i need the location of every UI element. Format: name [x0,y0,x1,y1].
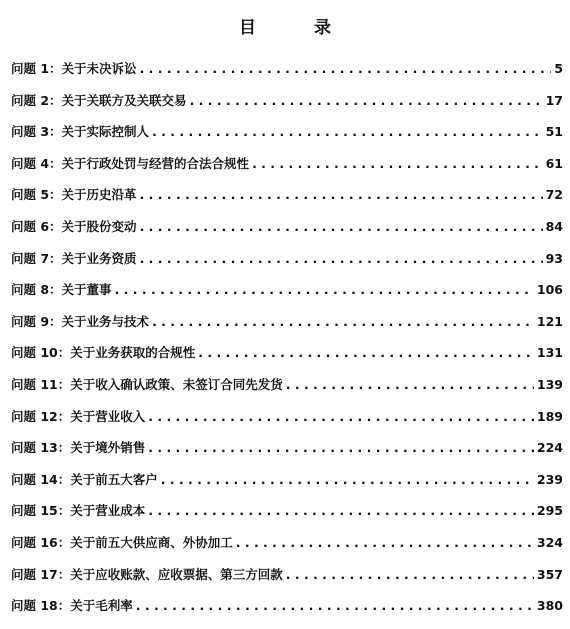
toc-leader-dots [136,597,534,615]
toc-entry-page-number: 295 [536,503,563,519]
toc-leader-dots [140,186,543,204]
toc-entry[interactable] [11,344,563,376]
toc-leader-dots [236,534,534,552]
toc-entry-page-number: 84 [545,218,563,234]
toc-leader-dots [140,218,543,236]
toc-entry-label: 问题 15：关于营业成本 [11,503,146,519]
toc-entry-label: 问题 4：关于行政处罚与经营的合法合规性 [11,155,250,171]
toc-entry-page-number: 61 [545,155,563,171]
toc-entry[interactable] [11,408,563,440]
toc-entry[interactable] [11,281,563,313]
toc-leader-dots [148,408,534,426]
toc-entry-page-number: 72 [545,187,563,203]
toc-entry-label: 问题 1：关于未决诉讼 [11,61,137,76]
toc-leader-dots [198,344,534,362]
toc-entry[interactable] [11,250,563,282]
toc-entry-label: 问题 9：关于业务与技术 [11,313,150,329]
toc-entry-page-number: 51 [545,124,563,140]
toc-entry-page-number: 5 [554,61,563,76]
toc-leader-dots [140,250,543,268]
toc-entry-page-number: 106 [536,282,563,298]
toc-entry-label: 问题 14：关于前五大客户 [11,471,158,487]
toc-leader-dots [152,123,543,141]
toc-entry[interactable] [11,92,563,124]
toc-entry-page-number: 324 [536,534,563,550]
table-of-contents [11,60,563,629]
toc-entry[interactable] [11,534,563,566]
toc-entry-label: 问题 2：关于关联方及关联交易 [11,92,187,108]
toc-entry[interactable] [11,313,563,345]
toc-leader-dots [190,92,543,110]
toc-entry-label: 问题 7：关于业务资质 [11,250,137,266]
page-title: 目 录 [239,18,357,38]
toc-entry[interactable] [11,123,563,155]
toc-entry-page-number: 380 [536,598,563,614]
toc-entry-label: 问题 3：关于实际控制人 [11,124,150,140]
toc-entry-page-number: 93 [545,250,563,266]
toc-entry[interactable] [11,597,563,629]
toc-entry[interactable] [11,566,563,598]
toc-entry[interactable] [11,471,563,503]
toc-leader-dots [152,313,534,331]
toc-entry-page-number: 224 [536,440,563,456]
toc-entry-label: 问题 12：关于营业收入 [11,408,146,424]
toc-entry-label: 问题 11：关于收入确认政策、未签订合同先发货 [11,376,283,392]
toc-entry-page-number: 17 [545,92,563,108]
toc-entry[interactable] [11,186,563,218]
toc-entry[interactable] [11,60,563,92]
toc-entry-label: 问题 18：关于毛利率 [11,598,133,614]
toc-entry-label: 问题 17：关于应收账款、应收票据、第三方回款 [11,566,283,582]
toc-entry[interactable] [11,218,563,250]
toc-entry-label: 问题 10：关于业务获取的合规性 [11,345,196,361]
toc-leader-dots [115,281,534,299]
toc-entry-label: 问题 16：关于前五大供应商、外协加工 [11,534,233,550]
toc-entry-label: 问题 5：关于历史沿革 [11,187,137,203]
toc-entry-page-number: 139 [536,376,563,392]
toc-entry-page-number: 121 [536,313,563,329]
toc-leader-dots [148,439,534,457]
toc-leader-dots [286,376,534,394]
toc-entry-page-number: 239 [536,471,563,487]
toc-leader-dots [286,566,534,584]
toc-leader-dots [140,60,552,78]
toc-leader-dots [252,155,543,173]
toc-entry[interactable] [11,502,563,534]
toc-entry-label: 问题 8：关于董事 [11,282,112,298]
toc-entry-page-number: 131 [536,345,563,361]
toc-entry[interactable] [11,439,563,471]
toc-entry-label: 问题 6：关于股份变动 [11,218,137,234]
toc-entry-label: 问题 13：关于境外销售 [11,440,146,456]
toc-leader-dots [161,471,534,489]
toc-entry[interactable] [11,376,563,408]
toc-entry-page-number: 189 [536,408,563,424]
toc-entry[interactable] [11,155,563,187]
toc-entry-page-number: 357 [536,566,563,582]
toc-leader-dots [148,502,534,520]
